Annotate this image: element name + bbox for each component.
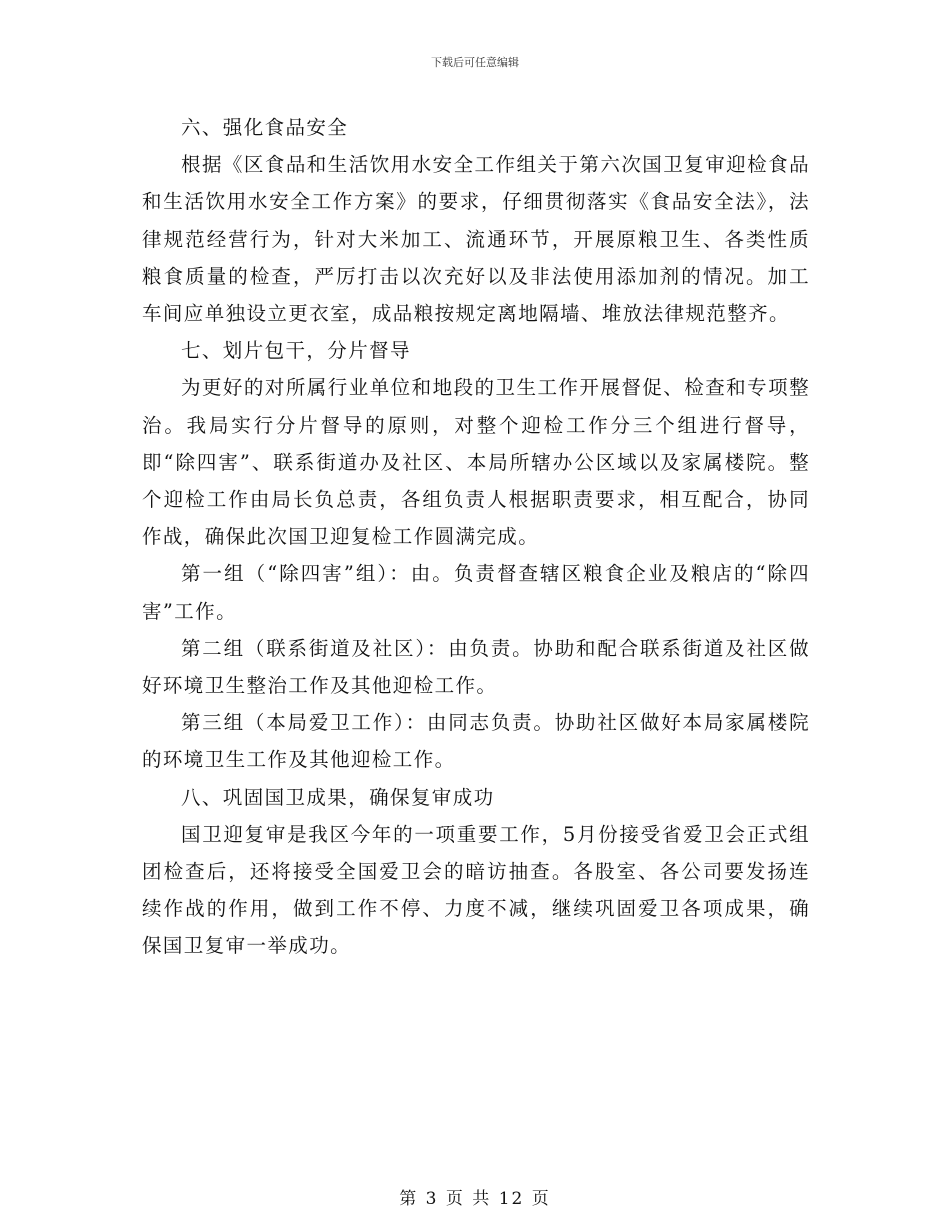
paragraph-group-3: 第三组（本局爱卫工作）：由同志负责。协助社区做好本局家属楼院的环境卫生工作及其他迎检工作。 xyxy=(142,711,810,772)
section-heading-7: 七、划片包干，分片督导 xyxy=(181,339,411,363)
page-header: 下载后可任意编辑 xyxy=(431,56,519,69)
paragraph-consolidate: 国卫迎复审是我区今年的一项重要工作，5月份接受省爱卫会正式组团检查后，还将接受全国爱卫会的暗访抽查。各股室、各公司要发扬连续作战的作用，做到工作不停、力度不减，继续巩固爱卫各项成果，确保国卫复审一举成功。 xyxy=(142,822,810,958)
paragraph-group-2: 第二组（联系街道及社区）：由负责。协助和配合联系街道及社区做好环境卫生整治工作及其他迎检工作。 xyxy=(142,636,810,698)
paragraph-food-safety: 根据《区食品和生活饮用水安全工作组关于第六次国卫复审迎检食品和生活饮用水安全工作方案》的要求，仔细贯彻落实《食品安全法》，法律规范经营行为，针对大米加工、流通环节，开展原粮卫生、各类性质粮食质量的检查，严厉打击以次充好以及非法使用添加剂的情况。加工车间应单独设立更衣室，成品粮按规定离地隔墙、堆放法律规范整齐。 xyxy=(142,153,810,326)
paragraph-group-1: 第一组（“除四害”组）：由。负责督查辖区粮食企业及粮店的“除四害”工作。 xyxy=(142,562,810,623)
document-body xyxy=(142,109,810,965)
section-heading-6: 六、强化食品安全 xyxy=(181,116,349,139)
section-heading-8: 八、巩固国卫成果，确保复审成功 xyxy=(181,785,495,809)
paragraph-supervision: 为更好的对所属行业单位和地段的卫生工作开展督促、检查和专项整治。我局实行分片督导的原则，对整个迎检工作分三个组进行督导，即“除四害”、联系街道办及社区、本局所辖办公区域以及家属楼院。整个迎检工作由局长负总责，各组负责人根据职责要求，相互配合，协同作战，确保此次国卫迎复检工作圆满完成。 xyxy=(142,376,810,549)
page-footer: 第 3 页 共 12 页 xyxy=(399,1189,551,1209)
